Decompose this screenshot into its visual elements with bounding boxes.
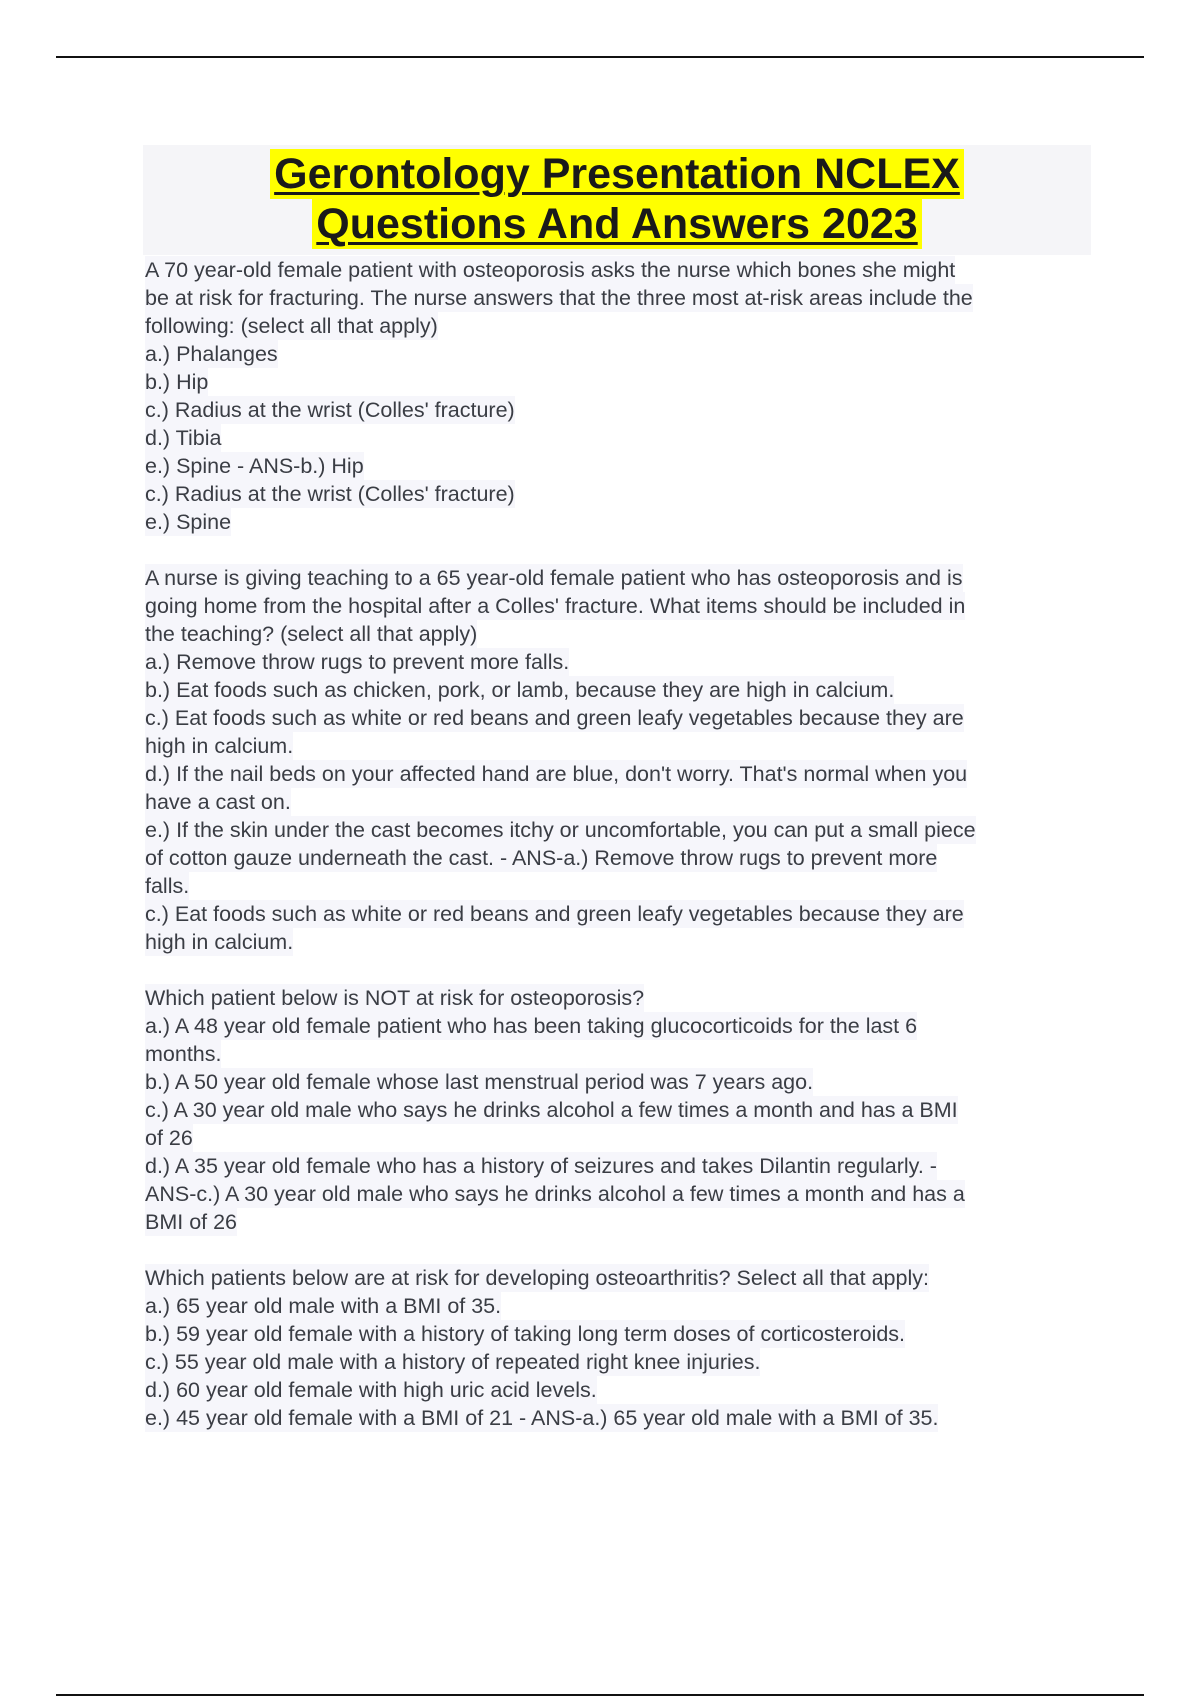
question-block [145,564,1085,956]
question-text-line: BMI of 26 [145,1210,238,1234]
question-text-line: b.) A 50 year old female whose last menstrual period was 7 years ago. [145,1070,814,1094]
question-text-line: ANS-c.) A 30 year old male who says he drinks alcohol a few times a month and has a [145,1182,965,1206]
question-text-line: c.) Eat foods such as white or red beans and green leafy vegetables because they are [145,706,964,730]
question-text-line: c.) Eat foods such as white or red beans and green leafy vegetables because they are [145,902,964,926]
question-text-line: e.) 45 year old female with a BMI of 21 - ANS-a.) 65 year old male with a BMI of 35. [145,1406,939,1430]
question-text-line: following: (select all that apply) [145,314,438,338]
top-rule [56,56,1144,58]
question-text-line: c.) Radius at the wrist (Colles' fracture) [145,482,515,506]
question-text-line: b.) Eat foods such as chicken, pork, or lamb, because they are high in calcium. [145,678,895,702]
question-text-line: Which patient below is NOT at risk for osteoporosis? [145,986,645,1010]
question-text-line: b.) Hip [145,370,209,394]
question-text-line: e.) If the skin under the cast becomes itchy or uncomfortable, you can put a small piece [145,818,976,842]
question-text-line: a.) A 48 year old female patient who has been taking glucocorticoids for the last 6 [145,1014,918,1038]
question-text-line: of 26 [145,1126,193,1150]
bottom-rule [56,1694,1144,1696]
document-body [145,256,1085,1460]
question-text-line: e.) Spine [145,510,232,534]
question-text-line: a.) Phalanges [145,342,278,366]
question-text-line: months. [145,1042,222,1066]
title-line-2: Questions And Answers 2023 [312,199,921,249]
question-text-line: d.) 60 year old female with high uric acid levels. [145,1378,597,1402]
question-text-line: have a cast on. [145,790,291,814]
question-text-line: d.) Tibia [145,426,222,450]
question-text-line: falls. [145,874,190,898]
question-text-line: high in calcium. [145,734,294,758]
question-text-line: b.) 59 year old female with a history of taking long term doses of corticosteroids. [145,1322,906,1346]
question-text-line: be at risk for fracturing. The nurse answers that the three most at-risk areas include the [145,286,973,310]
document-title [143,145,1091,255]
question-block [145,1264,1085,1432]
question-text-line: A nurse is giving teaching to a 65 year-old female patient who has osteoporosis and is [145,566,963,590]
question-text-line: of cotton gauze underneath the cast. - ANS-a.) Remove throw rugs to prevent more [145,846,938,870]
question-text-line: c.) 55 year old male with a history of repeated right knee injuries. [145,1350,761,1374]
question-text-line: e.) Spine - ANS-b.) Hip [145,454,364,478]
question-text-line: the teaching? (select all that apply) [145,622,478,646]
question-text-line: a.) 65 year old male with a BMI of 35. [145,1294,502,1318]
question-text-line: c.) A 30 year old male who says he drinks alcohol a few times a month and has a BMI [145,1098,958,1122]
question-text-line: d.) A 35 year old female who has a history of seizures and takes Dilantin regularly. - [145,1154,937,1178]
question-block [145,256,1085,536]
question-text-line: c.) Radius at the wrist (Colles' fracture) [145,398,515,422]
question-text-line: high in calcium. [145,930,294,954]
question-text-line: a.) Remove throw rugs to prevent more falls. [145,650,570,674]
question-text-line: Which patients below are at risk for developing osteoarthritis? Select all that apply: [145,1266,929,1290]
question-text-line: A 70 year-old female patient with osteoporosis asks the nurse which bones she might [145,258,956,282]
question-text-line: d.) If the nail beds on your affected hand are blue, don't worry. That's normal when you [145,762,968,786]
question-block [145,984,1085,1236]
title-line-1: Gerontology Presentation NCLEX [270,149,964,199]
question-text-line: going home from the hospital after a Colles' fracture. What items should be included in [145,594,966,618]
